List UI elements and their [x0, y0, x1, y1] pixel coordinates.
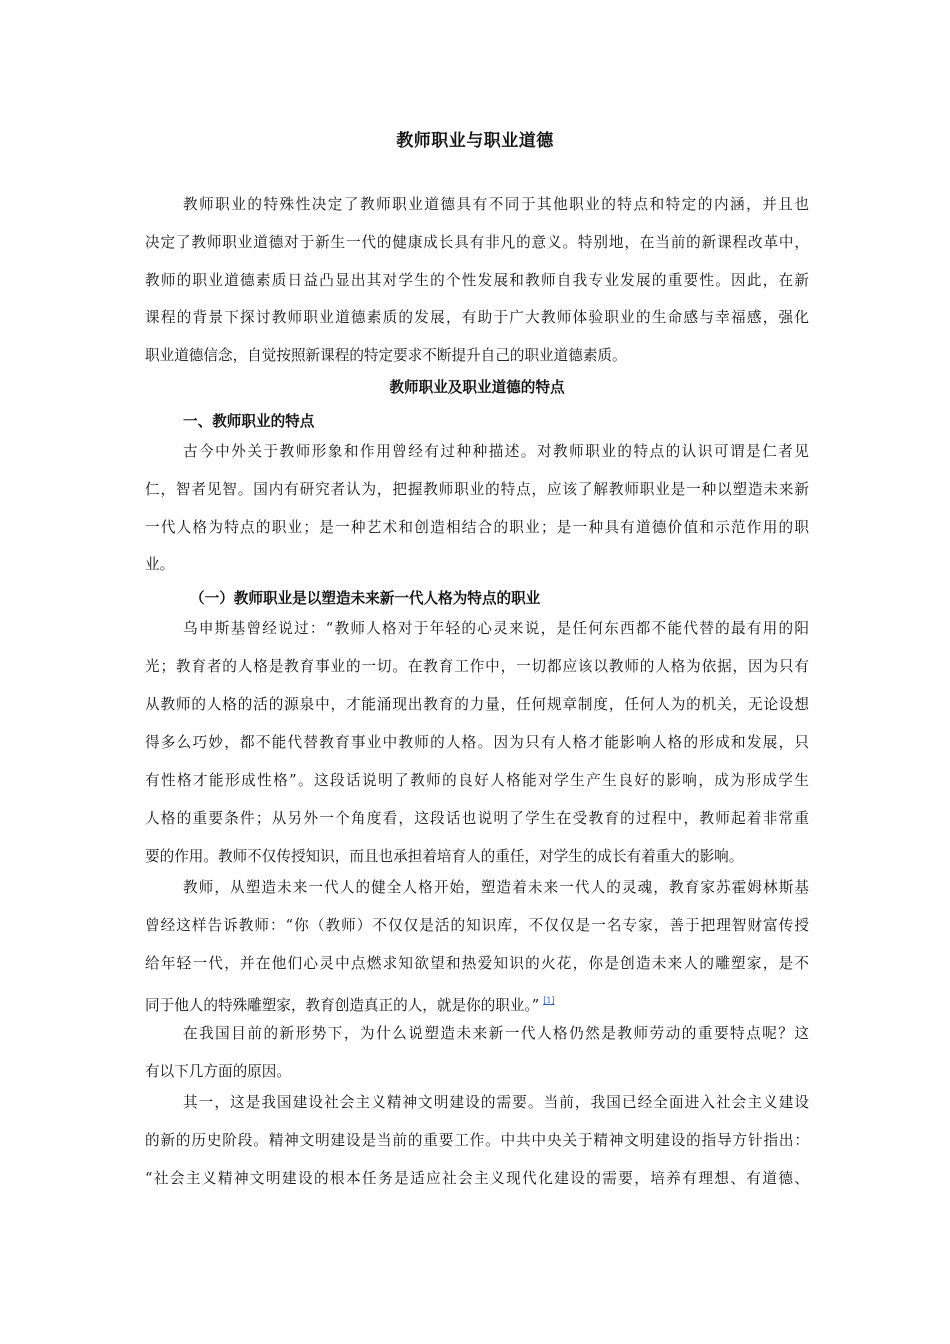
subsection-heading: 一、教师职业的特点 — [183, 413, 315, 430]
paragraph-line: 在我国目前的新形势下，为什么说塑造未来新一代人格仍然是教师劳动的重要特点呢？这 — [183, 1025, 809, 1042]
paragraph-line: 决定了教师职业道德对于新生一代的健康成长具有非凡的意义。特别地，在当前的新课程改革中， — [145, 234, 809, 251]
paragraph-line: 曾经这样告诉教师：“你（教师）不仅仅是活的知识库，不仅仅是一名专家，善于把理智财富传授 — [145, 917, 809, 934]
paragraph-line: 业。 — [145, 556, 175, 573]
paragraph-line: 要的作用。教师不仅传授知识，而且也承担着培育人的重任，对学生的成长有着重大的影响。 — [145, 848, 744, 865]
paragraph-line: 有性格才能形成性格”。这段话说明了教师的良好人格能对学生产生良好的影响，成为形成学生 — [145, 772, 809, 789]
paragraph-line: 教师的职业道德素质日益凸显出其对学生的个性发展和教师自我专业发展的重要性。因此，在新 — [145, 272, 809, 289]
subsection-heading: （一）教师职业是以塑造未来新一代人格为特点的职业 — [190, 590, 541, 607]
paragraph-line: 得多么巧妙，都不能代替教育事业中教师的人格。因为只有人格才能影响人格的形成和发展，只 — [145, 734, 809, 751]
paragraph-line-text: 同于他人的特殊雕塑家，教育创造真正的人，就是你的职业。” — [145, 997, 540, 1014]
paragraph-line: 光；教育者的人格是教育事业的一切。在教育工作中，一切都应该以教师的人格为依据，因为只有 — [145, 658, 809, 675]
paragraph-line: “社会主义精神文明建设的根本任务是适应社会主义现代化建设的需要，培养有理想、有道德、 — [145, 1170, 809, 1187]
paragraph-line: 教师职业的特殊性决定了教师职业道德具有不同于其他职业的特点和特定的内涵，并且也 — [183, 196, 809, 213]
paragraph-line: 教师，从塑造未来一代人的健全人格开始，塑造着未来一代人的灵魂，教育家苏霍姆林斯基 — [183, 879, 809, 896]
paragraph-line: 古今中外关于教师形象和作用曾经有过种种描述。对教师职业的特点的认识可谓是仁者见 — [183, 443, 809, 460]
paragraph-line: 其一，这是我国建设社会主义精神文明建设的需要。当前，我国已经全面进入社会主义建设 — [183, 1094, 809, 1111]
paragraph-line: 一代人格为特点的职业；是一种艺术和创造相结合的职业；是一种具有道德价值和示范作用的职 — [145, 519, 809, 536]
paragraph-line: 课程的背景下探讨教师职业道德素质的发展，有助于广大教师体验职业的生命感与幸福感，强化 — [145, 309, 809, 326]
paragraph-line: 仁，智者见智。国内有研究者认为，把握教师职业的特点，应该了解教师职业是一种以塑造未来新 — [145, 481, 809, 498]
paragraph-line: 给年轻一代，并在他们心灵中点燃求知欲望和热爱知识的火花，你是创造未来人的雕塑家，是不 — [145, 955, 809, 972]
paragraph-line: 人格的重要条件；从另外一个角度看，这段话也说明了学生在受教育的过程中，教师起着非常重 — [145, 810, 809, 827]
paragraph-line: 乌申斯基曾经说过：“教师人格对于年轻的心灵来说，是任何东西都不能代替的最有用的阳 — [183, 620, 809, 637]
paragraph-line: 有以下几方面的原因。 — [145, 1063, 291, 1080]
paragraph-line: 职业道德信念，自觉按照新课程的特定要求不断提升自己的职业道德素质。 — [145, 347, 627, 364]
paragraph-line-with-footnote — [145, 991, 809, 1016]
paragraph-line: 从教师的人格的活的源泉中，才能涌现出教育的力量，任何规章制度，任何人为的机关，无论设想 — [145, 696, 809, 713]
section-heading: 教师职业及职业道德的特点 — [389, 379, 565, 396]
paragraph-line: 的新的历史阶段。精神文明建设是当前的重要工作。中共中央关于精神文明建设的指导方针指出： — [145, 1132, 809, 1149]
document-title: 教师职业与职业道德 — [396, 131, 554, 151]
footnote-link[interactable]: [1] — [543, 996, 555, 1005]
